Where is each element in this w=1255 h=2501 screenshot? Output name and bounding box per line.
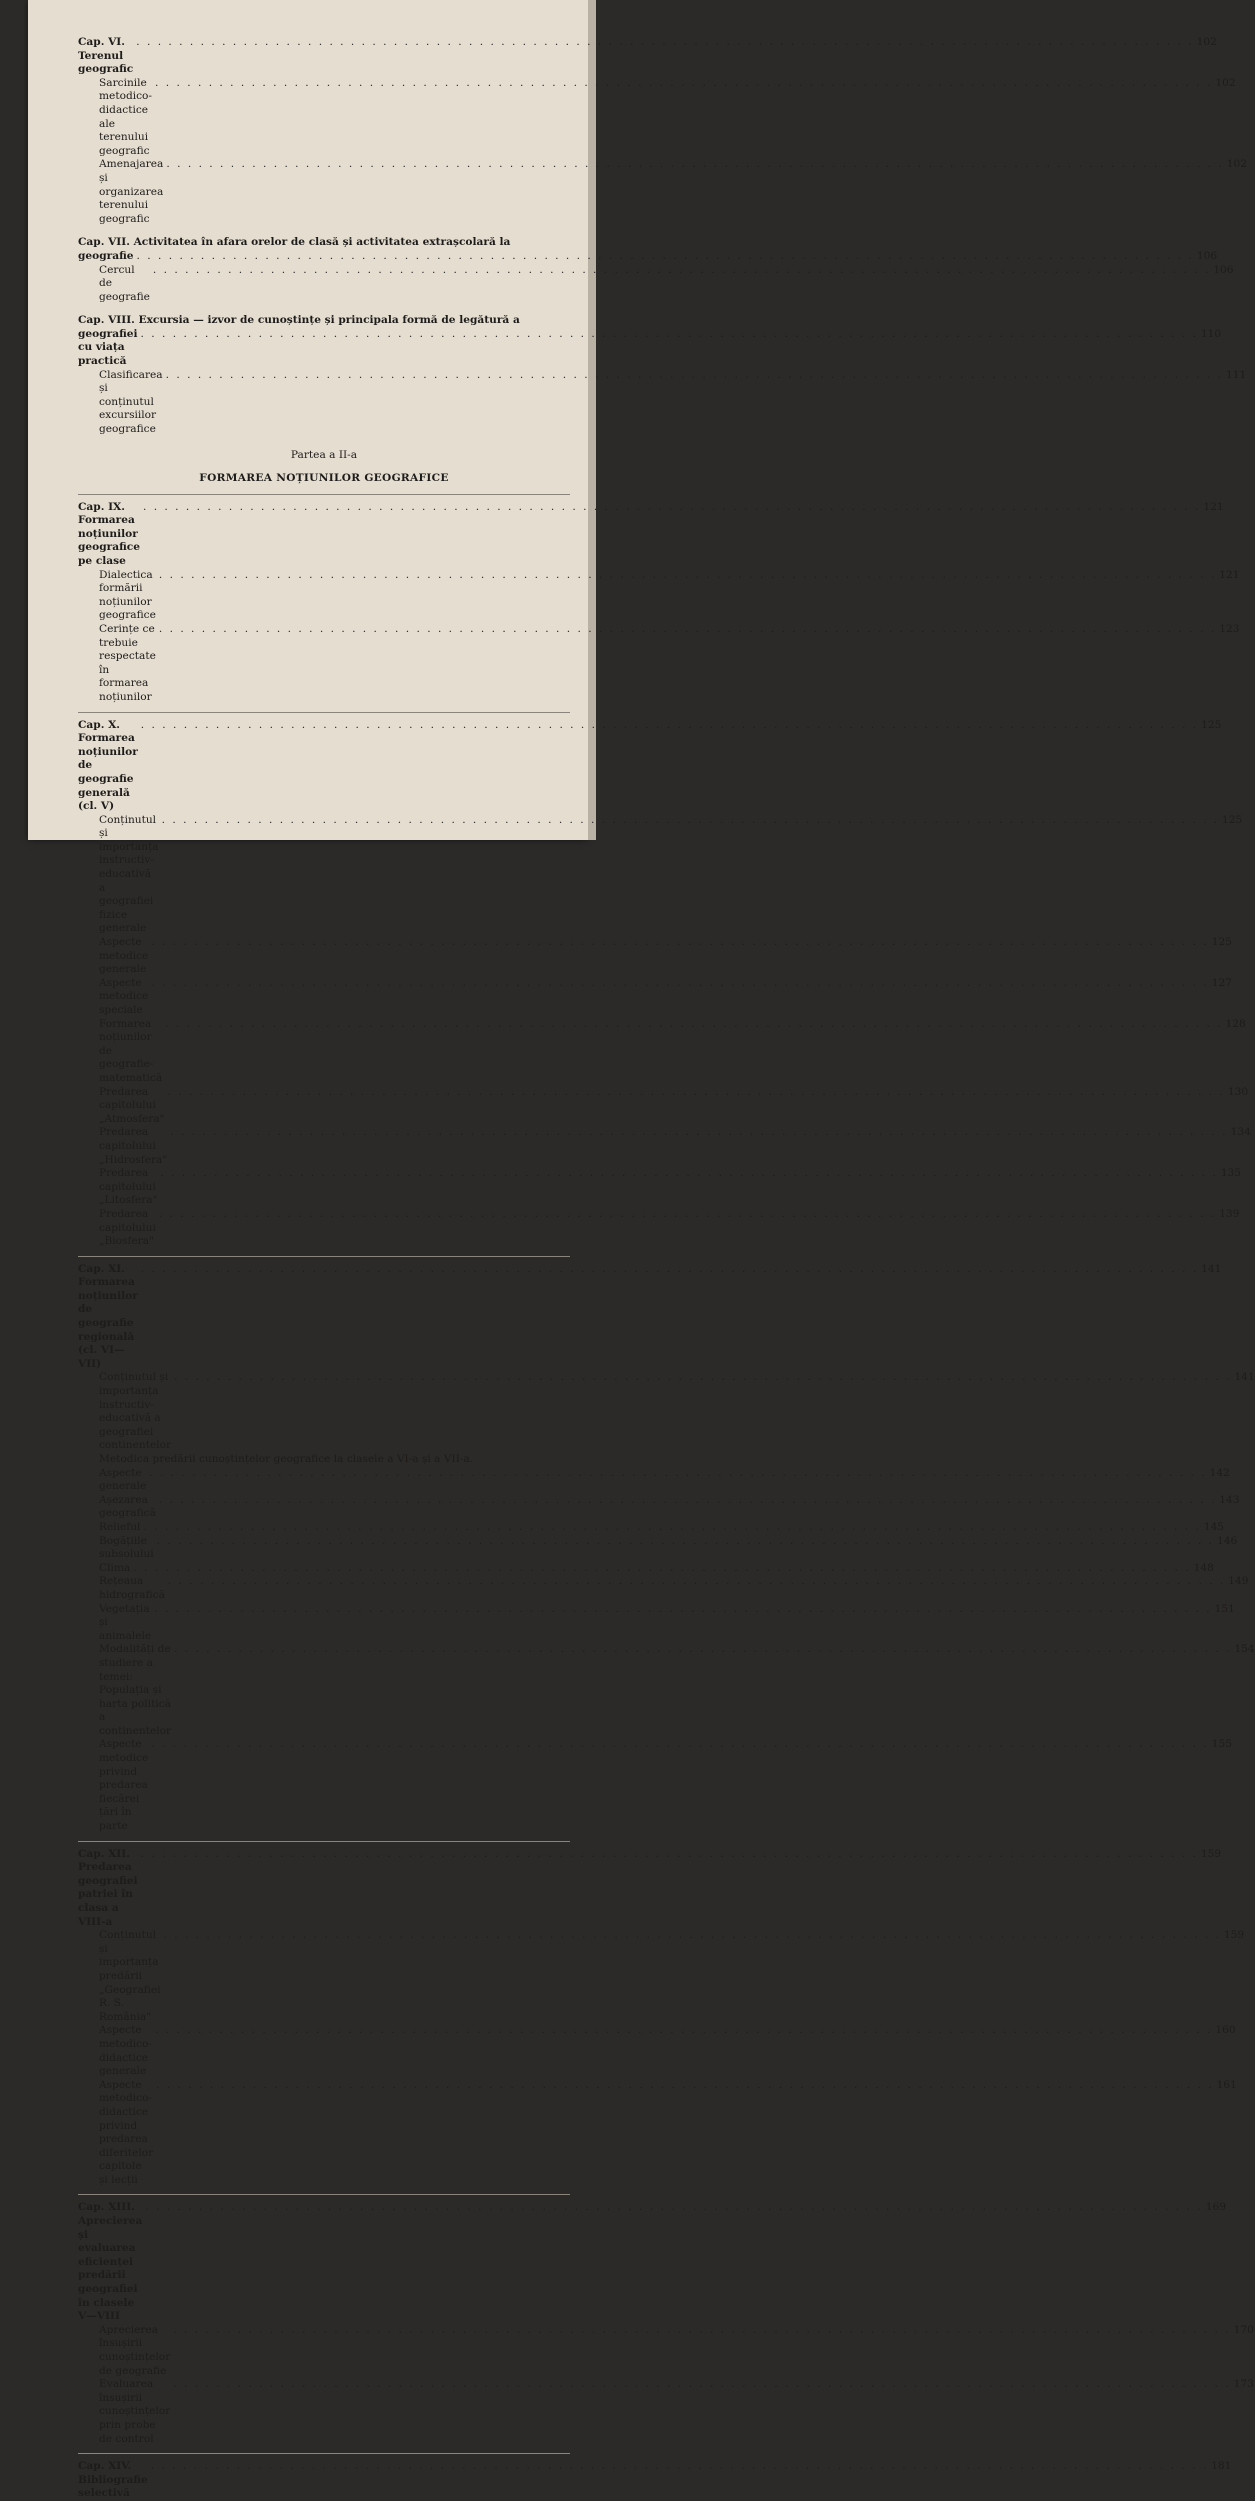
chapter-row <box>78 314 570 328</box>
section-title: Rețeaua hidrografică <box>99 1575 165 1601</box>
page-number: 134 <box>1230 1126 1251 1139</box>
page-number: 159 <box>1223 1929 1245 1942</box>
page-number: 159 <box>1200 1847 1222 1860</box>
leader-dots <box>166 158 1223 172</box>
page-number: 125 <box>1211 936 1232 949</box>
leader-dots <box>143 1521 1200 1535</box>
part-heading: FORMAREA NOȚIUNILOR GEOGRAFICE <box>199 471 449 484</box>
page-number: 102 <box>1196 36 1217 48</box>
page-number: 102 <box>1215 76 1236 89</box>
leader-dots <box>157 1535 1214 1549</box>
page-number: 155 <box>1211 1738 1232 1751</box>
divider <box>78 494 570 495</box>
page-number: 181 <box>1211 2460 1232 2473</box>
section-row <box>78 1207 1240 1249</box>
divider <box>78 1841 570 1842</box>
divider <box>78 2194 570 2195</box>
section-title: Aprecierea însușirii cunoștințelor de geografie <box>99 2323 171 2377</box>
page-number: 121 <box>1203 500 1224 513</box>
page-number: 121 <box>1219 568 1240 581</box>
leader-dots <box>151 977 1208 991</box>
page-number: 148 <box>1193 1561 1214 1574</box>
leader-dots <box>166 369 1223 383</box>
leader-dots <box>141 1848 1198 1862</box>
leader-dots <box>170 1126 1227 1140</box>
page-number: 142 <box>1209 1466 1230 1479</box>
section-title: Formarea noțiunilor de geografie-matematică <box>99 1017 163 1084</box>
leader-dots <box>160 1167 1217 1181</box>
leader-dots <box>154 1603 1211 1617</box>
divider <box>78 1256 570 1257</box>
page-number: 125 <box>1201 718 1222 731</box>
leader-dots <box>162 814 1219 828</box>
section-row <box>78 368 1247 437</box>
chapter-title: Cap. VII. Activitatea în afara orelor de clasă și activitatea extrașcolară la <box>78 236 511 249</box>
section-row <box>78 1520 1225 1535</box>
page-number: 123 <box>1219 622 1240 635</box>
page-number: 135 <box>1220 1167 1242 1180</box>
page-number: 145 <box>1203 1520 1225 1533</box>
section-row <box>78 936 1232 977</box>
page-number: 173 <box>1233 2378 1254 2391</box>
section-title: Metodica predării cunoștințelor geografice la clasele a VI-a și a VII-a. <box>99 1453 474 1465</box>
page-number: 170 <box>1233 2323 1254 2336</box>
leader-dots <box>143 501 1200 515</box>
section-row <box>78 1738 1232 1833</box>
page-number: 127 <box>1211 976 1232 989</box>
section-title: Aspecte generale <box>99 1466 147 1493</box>
chapter-row <box>78 1847 1222 1930</box>
section-row <box>78 1017 1246 1086</box>
section-row <box>78 1167 1242 1208</box>
leader-dots <box>156 2079 1213 2093</box>
page-number: 143 <box>1219 1493 1240 1506</box>
section-title: Vegetația și animalele <box>99 1602 152 1642</box>
section-title: Bogățiile subsolului <box>99 1534 154 1561</box>
leader-dots <box>155 77 1212 91</box>
page-number: 146 <box>1217 1534 1238 1547</box>
section-row <box>78 1371 1255 1453</box>
page-number: 102 <box>1226 158 1247 171</box>
chapter-title: Cap. XIV. Bibliografie selectivă <box>78 2460 148 2500</box>
leader-dots <box>149 1467 1206 1481</box>
page-number: 149 <box>1228 1575 1249 1588</box>
section-row <box>78 1602 1235 1644</box>
chapter-row <box>78 718 1222 814</box>
section-title: Predarea capitolului „Biosfera" <box>99 1207 156 1248</box>
leader-dots <box>136 36 1193 50</box>
section-title: Clima <box>99 1561 131 1574</box>
leader-dots <box>173 2324 1230 2338</box>
leader-dots <box>155 2024 1212 2038</box>
section-row <box>78 976 1232 1018</box>
section-title: Cerințe ce trebuie respectate în formarea noțiunilor <box>99 622 156 703</box>
chapter-title-continued: geografiei cu viața practică <box>78 327 138 368</box>
page-number: 139 <box>1219 1207 1240 1220</box>
chapter-row <box>78 500 1224 569</box>
section-row <box>78 2078 1237 2188</box>
section-title: Amenajarea și organizarea terenului geografic <box>99 158 164 225</box>
section-title: Sarcinile metodico-didactice ale terenului geografic <box>99 76 153 157</box>
leader-dots <box>173 2378 1230 2392</box>
leader-dots <box>145 2201 1202 2215</box>
leader-dots <box>163 1929 1220 1943</box>
leader-dots <box>141 719 1198 733</box>
chapter-title: Cap. IX. Formarea noțiunilor geografice pe clase <box>78 500 140 567</box>
chapter-row <box>78 2201 1226 2323</box>
section-title: Predarea capitolului „Atmosfera" <box>99 1085 165 1125</box>
chapter-row <box>78 236 570 250</box>
leader-dots <box>151 1738 1208 1752</box>
section-row <box>78 1575 1249 1602</box>
chapter-row <box>78 2460 1232 2501</box>
section-row <box>78 1466 1230 1494</box>
page-number: 125 <box>1222 813 1243 826</box>
table-of-contents <box>78 36 1255 2501</box>
section-row <box>78 568 1240 623</box>
section-title: Așezarea geografică <box>99 1493 156 1520</box>
page-number: 106 <box>1196 249 1218 262</box>
section-row <box>78 2323 1254 2378</box>
leader-dots <box>141 328 1198 342</box>
section-title: Evaluarea însușirii cunoștințelor prin probe de control <box>99 2378 171 2445</box>
chapter-title: Cap. XI. Formarea noțiunilor de geografie regională (cl. VI—VII) <box>78 1262 138 1370</box>
page-number: 111 <box>1226 368 1247 381</box>
leader-dots <box>137 250 1194 264</box>
section-row <box>78 1126 1251 1167</box>
section-row <box>78 158 1247 226</box>
section-row <box>78 2378 1254 2446</box>
leader-dots <box>151 2460 1208 2474</box>
page-number: 151 <box>1214 1602 1235 1615</box>
leader-dots <box>159 623 1216 637</box>
section-row <box>78 1929 1245 2024</box>
section-title: Aspecte metodice speciale <box>99 976 149 1016</box>
chapter-row-continued <box>78 249 1218 264</box>
leader-dots <box>133 1562 1190 1576</box>
page-number: 110 <box>1200 327 1222 340</box>
section-title: Predarea capitolului „Litosfera" <box>99 1167 158 1207</box>
divider <box>78 2453 570 2454</box>
section-row <box>78 813 1243 936</box>
page-number: 141 <box>1201 1262 1222 1275</box>
section-row <box>78 76 1236 159</box>
section-row <box>78 2024 1236 2078</box>
chapter-title: Cap. XIII. Aprecierea și evaluarea eficienței predării geografiei în clasele V—VIII <box>78 2201 143 2323</box>
leader-dots <box>141 1263 1198 1277</box>
page-number: 128 <box>1225 1017 1246 1030</box>
chapter-title: Cap. XII. Predarea geografiei patriei în clasa a VIII-a <box>78 1847 138 1928</box>
page-number: 106 <box>1213 263 1234 276</box>
page-number: 141 <box>1234 1371 1255 1384</box>
leader-dots <box>159 1208 1216 1222</box>
section-title: Conținutul și importanța instructiv-educativă a geografiei fizice generale <box>99 813 159 935</box>
page-number: 154 <box>1234 1643 1255 1656</box>
chapter-title: Cap. VI. Terenul geografic <box>78 36 134 76</box>
section-row <box>78 622 1240 705</box>
leader-dots <box>168 1575 1225 1589</box>
leader-dots <box>159 569 1216 583</box>
section-row <box>78 1493 1240 1521</box>
section-title: Clasificarea și conținutul excursiilor geografice <box>99 368 163 436</box>
section-title: Modalități de studiere a temei: Populația și harta politică a continentelor <box>99 1643 172 1737</box>
section-row <box>78 1453 570 1467</box>
chapter-title: Cap. X. Formarea noțiunilor de geografie generală (cl. V) <box>78 718 138 813</box>
section-title: Aspecte metodice generale <box>99 936 149 976</box>
divider <box>78 712 570 713</box>
section-title: Conținutul și importanța predării „Geografiei R. S. România" <box>99 1929 161 2023</box>
section-title: Relieful <box>99 1520 141 1533</box>
part-label: Partea a II-a <box>290 448 358 461</box>
page-number: 130 <box>1227 1085 1249 1098</box>
chapter-row-continued <box>78 327 1222 369</box>
page-number: 160 <box>1215 2024 1236 2037</box>
section-title: Predarea capitolului „Hidrosfera" <box>99 1126 168 1166</box>
section-row <box>78 1085 1249 1127</box>
section-title: Cercul de geografie <box>99 263 150 303</box>
section-row <box>78 1534 1238 1562</box>
page-number: 161 <box>1216 2078 1237 2091</box>
chapter-row <box>78 1262 1222 1372</box>
section-row <box>78 1643 1255 1738</box>
page-number: 169 <box>1205 2201 1226 2214</box>
section-title: Aspecte metodico-didactice generale <box>99 2024 153 2078</box>
leader-dots <box>174 1643 1231 1657</box>
section-title: Aspecte metodico-didactice privind predarea diferitelor capitole și lecții <box>99 2078 154 2186</box>
section-row <box>78 263 1234 305</box>
page-edge <box>588 0 596 840</box>
leader-dots <box>174 1371 1231 1385</box>
chapter-title-continued: geografie <box>78 249 134 262</box>
section-title: Conținutul și importanța instructiv-educativă a geografiei continentelor <box>99 1371 172 1452</box>
leader-dots <box>165 1018 1222 1032</box>
leader-dots <box>168 1086 1225 1100</box>
chapter-title: Cap. VIII. Excursia — izvor de cunoștințe și principala formă de legătură a <box>78 314 520 327</box>
section-title: Aspecte metodice privind predarea fiecărei țări în parte <box>99 1738 149 1833</box>
section-row <box>78 1561 1214 1576</box>
leader-dots <box>159 1494 1216 1508</box>
section-title: Dialectica formării noțiunilor geografice <box>99 568 156 622</box>
chapter-row <box>78 36 1217 77</box>
leader-dots <box>153 264 1210 278</box>
leader-dots <box>151 936 1208 950</box>
